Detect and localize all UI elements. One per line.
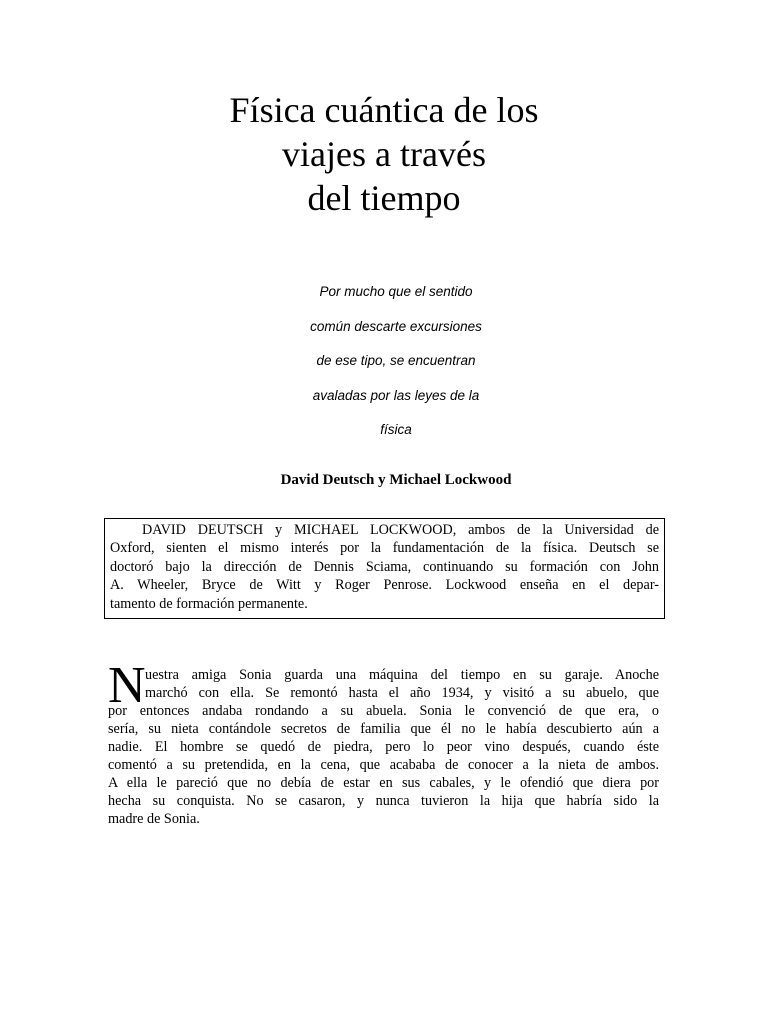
subtitle-line: de ese tipo, se encuentran xyxy=(316,353,476,368)
subtitle-line: Por mucho que el sentido xyxy=(319,284,473,299)
subtitle-line: avaladas por las leyes de la xyxy=(312,387,480,403)
body-line: uestra amiga Sonia guarda una máquina del tiempo en su garaje. Anoche xyxy=(145,667,659,683)
body-line: hecha su conquista. No se casaron, y nunca tuvieron la hija que habría sido la xyxy=(108,793,659,809)
bio-line: doctoró bajo la dirección de Dennis Sciama, continuando su formación con John xyxy=(110,558,659,575)
body-line: por entonces andaba rondando a su abuela. Sonia le convenció de que era, o xyxy=(108,703,659,719)
article-subtitle xyxy=(0,282,768,455)
title-line: Física cuántica de los xyxy=(229,90,539,130)
article-authors: David Deutsch y Michael Lockwood xyxy=(280,472,512,488)
drop-cap: N xyxy=(108,657,146,714)
author-bio-box xyxy=(104,518,665,619)
body-line: nadie. El hombre se quedó de piedra, pero lo peor vino después, cuando éste xyxy=(108,739,659,755)
body-line: marchó con ella. Se remontó hasta el año 1934, y visitó a su abuelo, que xyxy=(145,685,659,701)
subtitle-line: común descarte excursiones xyxy=(310,318,482,334)
title-line: del tiempo xyxy=(307,178,461,218)
bio-line: tamento de formación permanente. xyxy=(110,595,308,612)
body-line: sería, su nieta contándole secretos de familia que él no le había descubierto aún a xyxy=(108,721,659,737)
bio-line: Oxford, sienten el mismo interés por la fundamentación de la física. Deutsch se xyxy=(110,540,659,557)
bio-line: DAVID DEUTSCH y MICHAEL LOCKWOOD, ambos de la Universidad de xyxy=(142,522,659,538)
subtitle-line: física xyxy=(380,422,412,437)
bio-line: A. Wheeler, Bryce de Witt y Roger Penrose. Lockwood enseña en el depar- xyxy=(110,577,659,594)
article-body xyxy=(108,657,659,828)
title-line: viajes a través xyxy=(282,134,486,174)
article-title xyxy=(0,88,768,220)
body-line: A ella le pareció que no debía de estar en sus cabales, y le ofendió que diera por xyxy=(108,775,659,791)
body-line: madre de Sonia. xyxy=(108,811,200,827)
body-line: comentó a su pretendida, en la cena, que acababa de conocer a la nieta de ambos. xyxy=(108,757,659,773)
